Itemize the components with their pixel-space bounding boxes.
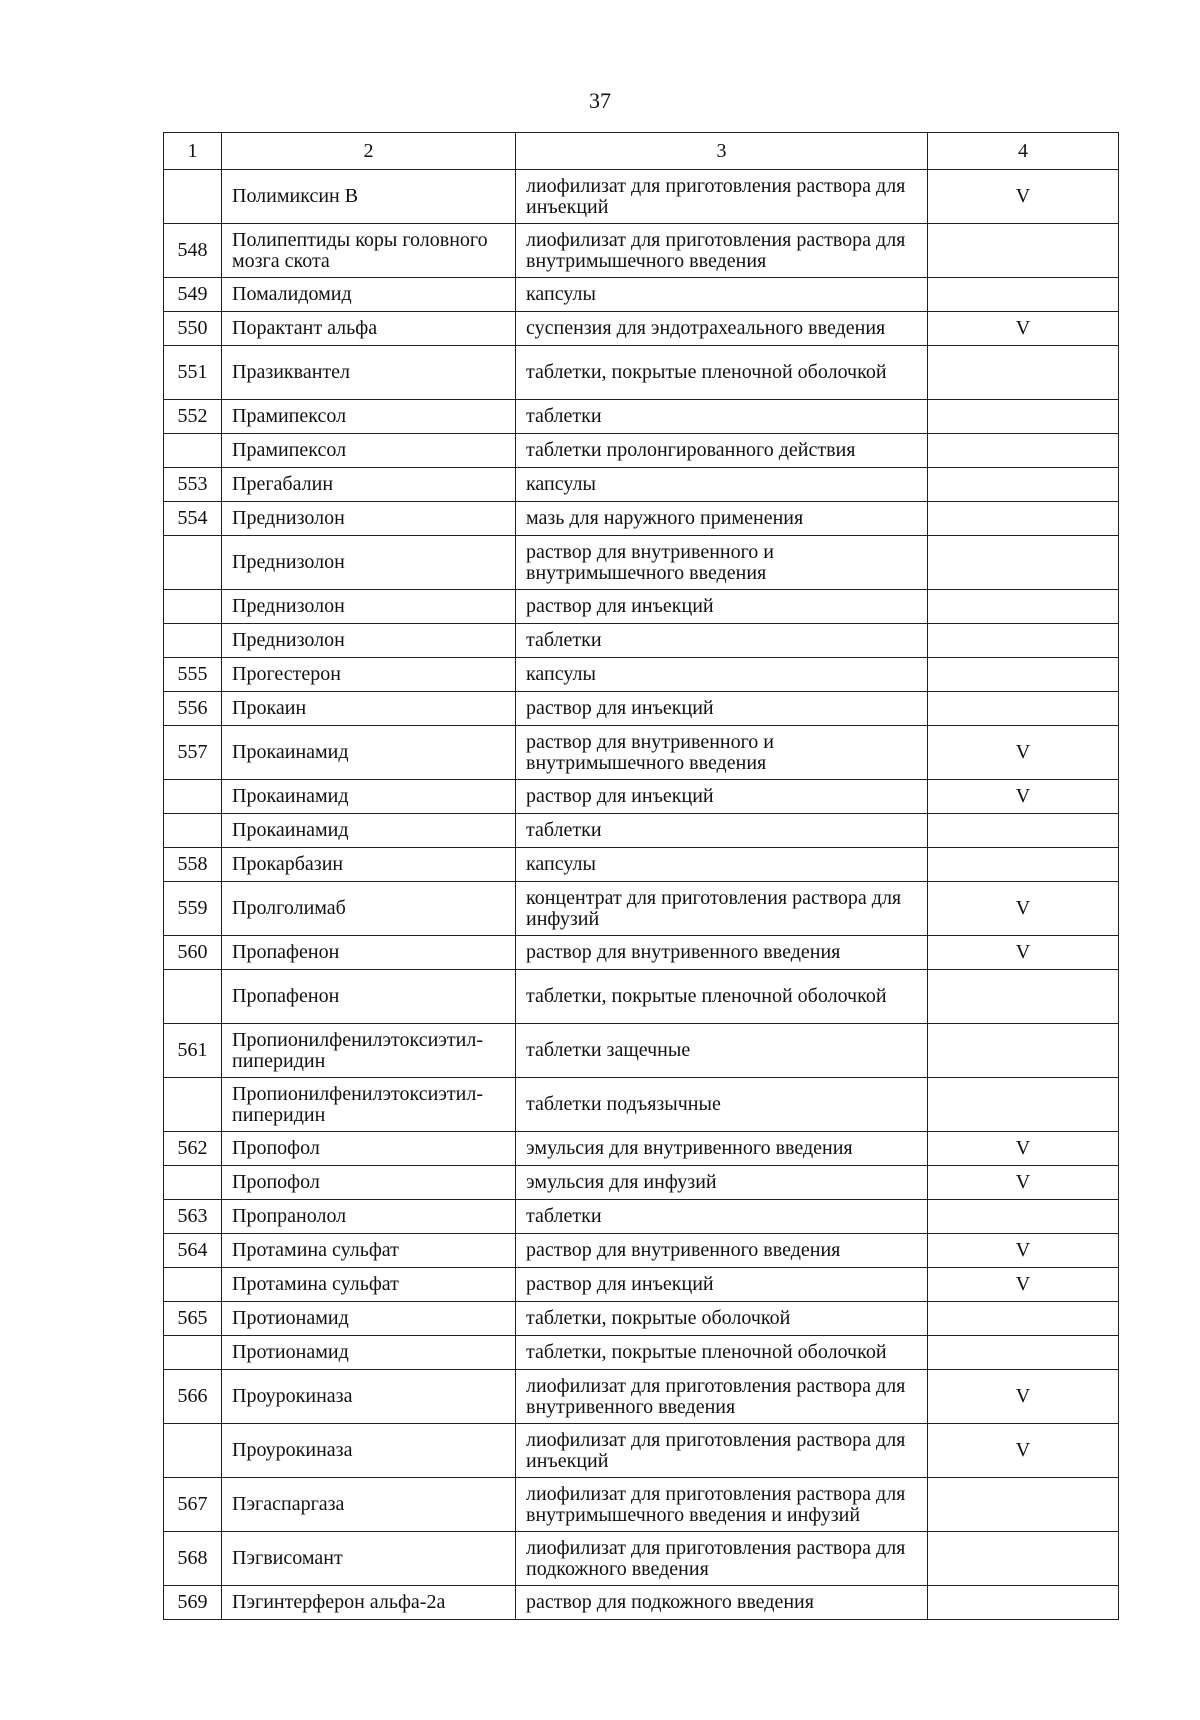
table-row <box>164 1234 1119 1268</box>
dosage-form: таблетки, покрытые пленочной оболочкой <box>516 346 928 400</box>
dosage-form: раствор для внутривенного и внутримышечного введения <box>516 536 928 590</box>
mark-cell <box>928 624 1119 658</box>
dosage-form: эмульсия для инфузий <box>516 1166 928 1200</box>
dosage-form: раствор для подкожного введения <box>516 1586 928 1620</box>
dosage-form: лиофилизат для приготовления раствора для внутривенного введения <box>516 1370 928 1424</box>
mark-cell <box>928 1336 1119 1370</box>
row-number: 560 <box>164 936 222 970</box>
dosage-form: раствор для внутривенного введения <box>516 1234 928 1268</box>
row-number: 556 <box>164 692 222 726</box>
drug-name: Пропафенон <box>222 936 516 970</box>
row-number <box>164 1336 222 1370</box>
row-number: 565 <box>164 1302 222 1336</box>
table-row <box>164 434 1119 468</box>
mark-cell <box>928 1532 1119 1586</box>
dosage-form: таблетки, покрытые пленочной оболочкой <box>516 970 928 1024</box>
row-number <box>164 814 222 848</box>
dosage-form: таблетки <box>516 814 928 848</box>
table-row <box>164 692 1119 726</box>
drug-name: Пропранолол <box>222 1200 516 1234</box>
drug-name: Прокаинамид <box>222 814 516 848</box>
mark-cell <box>928 1200 1119 1234</box>
dosage-form: мазь для наружного применения <box>516 502 928 536</box>
table-row <box>164 170 1119 224</box>
drug-name: Пэгаспаргаза <box>222 1478 516 1532</box>
dosage-form: лиофилизат для приготовления раствора для инъекций <box>516 170 928 224</box>
column-header-number: 1 <box>164 133 222 170</box>
mark-cell: V <box>928 312 1119 346</box>
header-row <box>164 133 1119 170</box>
row-number: 551 <box>164 346 222 400</box>
drug-name: Порактант альфа <box>222 312 516 346</box>
mark-cell <box>928 970 1119 1024</box>
dosage-form: раствор для внутривенного введения <box>516 936 928 970</box>
dosage-form: капсулы <box>516 848 928 882</box>
mark-cell <box>928 346 1119 400</box>
row-number <box>164 590 222 624</box>
mark-cell <box>928 848 1119 882</box>
mark-cell <box>928 502 1119 536</box>
table-row <box>164 882 1119 936</box>
drug-table <box>163 132 1119 1620</box>
column-header-form: 3 <box>516 133 928 170</box>
drug-name: Протамина сульфат <box>222 1268 516 1302</box>
table-row <box>164 1302 1119 1336</box>
dosage-form: таблетки пролонгированного действия <box>516 434 928 468</box>
row-number: 550 <box>164 312 222 346</box>
table-row <box>164 536 1119 590</box>
dosage-form: таблетки подъязычные <box>516 1078 928 1132</box>
row-number: 567 <box>164 1478 222 1532</box>
mark-cell <box>928 692 1119 726</box>
drug-name: Протионамид <box>222 1336 516 1370</box>
row-number <box>164 624 222 658</box>
table-row <box>164 814 1119 848</box>
dosage-form: эмульсия для внутривенного введения <box>516 1132 928 1166</box>
table-row <box>164 780 1119 814</box>
row-number: 562 <box>164 1132 222 1166</box>
drug-name: Проурокиназа <box>222 1370 516 1424</box>
mark-cell <box>928 400 1119 434</box>
mark-cell <box>928 278 1119 312</box>
mark-cell <box>928 1302 1119 1336</box>
drug-name: Проурокиназа <box>222 1424 516 1478</box>
mark-cell <box>928 814 1119 848</box>
mark-cell <box>928 434 1119 468</box>
dosage-form: таблетки, покрытые пленочной оболочкой <box>516 1336 928 1370</box>
row-number <box>164 1166 222 1200</box>
mark-cell: V <box>928 936 1119 970</box>
row-number: 552 <box>164 400 222 434</box>
drug-name: Прокаинамид <box>222 726 516 780</box>
table-row <box>164 346 1119 400</box>
table-row <box>164 1424 1119 1478</box>
column-header-mark: 4 <box>928 133 1119 170</box>
row-number: 569 <box>164 1586 222 1620</box>
drug-name: Протионамид <box>222 1302 516 1336</box>
mark-cell <box>928 590 1119 624</box>
mark-cell: V <box>928 1370 1119 1424</box>
drug-name: Прокарбазин <box>222 848 516 882</box>
mark-cell: V <box>928 1424 1119 1478</box>
table-header <box>164 133 1119 170</box>
table-body <box>164 170 1119 1620</box>
drug-name: Преднизолон <box>222 502 516 536</box>
dosage-form: суспензия для эндотрахеального введения <box>516 312 928 346</box>
dosage-form: капсулы <box>516 468 928 502</box>
drug-name: Протамина сульфат <box>222 1234 516 1268</box>
table-row <box>164 658 1119 692</box>
row-number <box>164 536 222 590</box>
row-number <box>164 170 222 224</box>
drug-name: Прокаин <box>222 692 516 726</box>
dosage-form: раствор для инъекций <box>516 692 928 726</box>
table-row <box>164 1132 1119 1166</box>
mark-cell <box>928 1024 1119 1078</box>
drug-name: Пэгинтерферон альфа-2а <box>222 1586 516 1620</box>
drug-name: Преднизолон <box>222 536 516 590</box>
table-row <box>164 590 1119 624</box>
table-row <box>164 726 1119 780</box>
mark-cell: V <box>928 170 1119 224</box>
dosage-form: раствор для внутривенного и внутримышечного введения <box>516 726 928 780</box>
row-number: 558 <box>164 848 222 882</box>
drug-name: Прогестерон <box>222 658 516 692</box>
dosage-form: капсулы <box>516 658 928 692</box>
drug-name: Пропофол <box>222 1166 516 1200</box>
row-number: 563 <box>164 1200 222 1234</box>
drug-name: Прамипексол <box>222 400 516 434</box>
dosage-form: лиофилизат для приготовления раствора для внутримышечного введения <box>516 224 928 278</box>
drug-name: Помалидомид <box>222 278 516 312</box>
dosage-form: лиофилизат для приготовления раствора для внутримышечного введения и инфузий <box>516 1478 928 1532</box>
mark-cell <box>928 536 1119 590</box>
drug-name: Пропофол <box>222 1132 516 1166</box>
dosage-form: таблетки <box>516 1200 928 1234</box>
mark-cell <box>928 658 1119 692</box>
drug-name: Прамипексол <box>222 434 516 468</box>
dosage-form: лиофилизат для приготовления раствора для подкожного введения <box>516 1532 928 1586</box>
dosage-form: раствор для инъекций <box>516 590 928 624</box>
mark-cell <box>928 1078 1119 1132</box>
drug-name: Пропионилфенилэтоксиэтил-пиперидин <box>222 1078 516 1132</box>
dosage-form: раствор для инъекций <box>516 1268 928 1302</box>
table-row <box>164 502 1119 536</box>
dosage-form: раствор для инъекций <box>516 780 928 814</box>
mark-cell <box>928 1586 1119 1620</box>
table-row <box>164 624 1119 658</box>
table-row <box>164 224 1119 278</box>
dosage-form: концентрат для приготовления раствора для инфузий <box>516 882 928 936</box>
drug-name: Преднизолон <box>222 624 516 658</box>
table-row <box>164 1078 1119 1132</box>
table-row <box>164 1024 1119 1078</box>
table-row <box>164 312 1119 346</box>
row-number <box>164 780 222 814</box>
drug-name: Полипептиды коры головного мозга скота <box>222 224 516 278</box>
row-number: 548 <box>164 224 222 278</box>
mark-cell: V <box>928 882 1119 936</box>
dosage-form: таблетки <box>516 400 928 434</box>
drug-name: Празиквантел <box>222 346 516 400</box>
dosage-form: таблетки <box>516 624 928 658</box>
table-row <box>164 936 1119 970</box>
table-row <box>164 400 1119 434</box>
table-row <box>164 1336 1119 1370</box>
mark-cell: V <box>928 1166 1119 1200</box>
table-row <box>164 970 1119 1024</box>
drug-name: Пэгвисомант <box>222 1532 516 1586</box>
drug-name: Пропионилфенилэтоксиэтил-пиперидин <box>222 1024 516 1078</box>
mark-cell <box>928 468 1119 502</box>
mark-cell: V <box>928 780 1119 814</box>
row-number <box>164 1268 222 1302</box>
row-number <box>164 434 222 468</box>
mark-cell: V <box>928 1132 1119 1166</box>
drug-name: Прегабалин <box>222 468 516 502</box>
row-number <box>164 970 222 1024</box>
page-number: 37 <box>589 88 611 113</box>
dosage-form: лиофилизат для приготовления раствора для инъекций <box>516 1424 928 1478</box>
table-row <box>164 468 1119 502</box>
mark-cell <box>928 1478 1119 1532</box>
row-number: 559 <box>164 882 222 936</box>
dosage-form: таблетки защечные <box>516 1024 928 1078</box>
mark-cell: V <box>928 1268 1119 1302</box>
table-row <box>164 1478 1119 1532</box>
drug-name: Пропафенон <box>222 970 516 1024</box>
row-number: 568 <box>164 1532 222 1586</box>
table-row <box>164 1532 1119 1586</box>
table-row <box>164 278 1119 312</box>
table-row <box>164 1370 1119 1424</box>
table-row <box>164 848 1119 882</box>
row-number <box>164 1078 222 1132</box>
row-number: 564 <box>164 1234 222 1268</box>
drug-name: Преднизолон <box>222 590 516 624</box>
mark-cell: V <box>928 726 1119 780</box>
row-number <box>164 1424 222 1478</box>
row-number: 557 <box>164 726 222 780</box>
mark-cell <box>928 224 1119 278</box>
row-number: 566 <box>164 1370 222 1424</box>
table-row <box>164 1586 1119 1620</box>
table-row <box>164 1166 1119 1200</box>
dosage-form: таблетки, покрытые оболочкой <box>516 1302 928 1336</box>
row-number: 561 <box>164 1024 222 1078</box>
table-row <box>164 1268 1119 1302</box>
row-number: 554 <box>164 502 222 536</box>
mark-cell: V <box>928 1234 1119 1268</box>
row-number: 555 <box>164 658 222 692</box>
drug-name: Полимиксин В <box>222 170 516 224</box>
drug-name: Прокаинамид <box>222 780 516 814</box>
row-number: 553 <box>164 468 222 502</box>
column-header-name: 2 <box>222 133 516 170</box>
drug-name: Пролголимаб <box>222 882 516 936</box>
row-number: 549 <box>164 278 222 312</box>
table-row <box>164 1200 1119 1234</box>
dosage-form: капсулы <box>516 278 928 312</box>
